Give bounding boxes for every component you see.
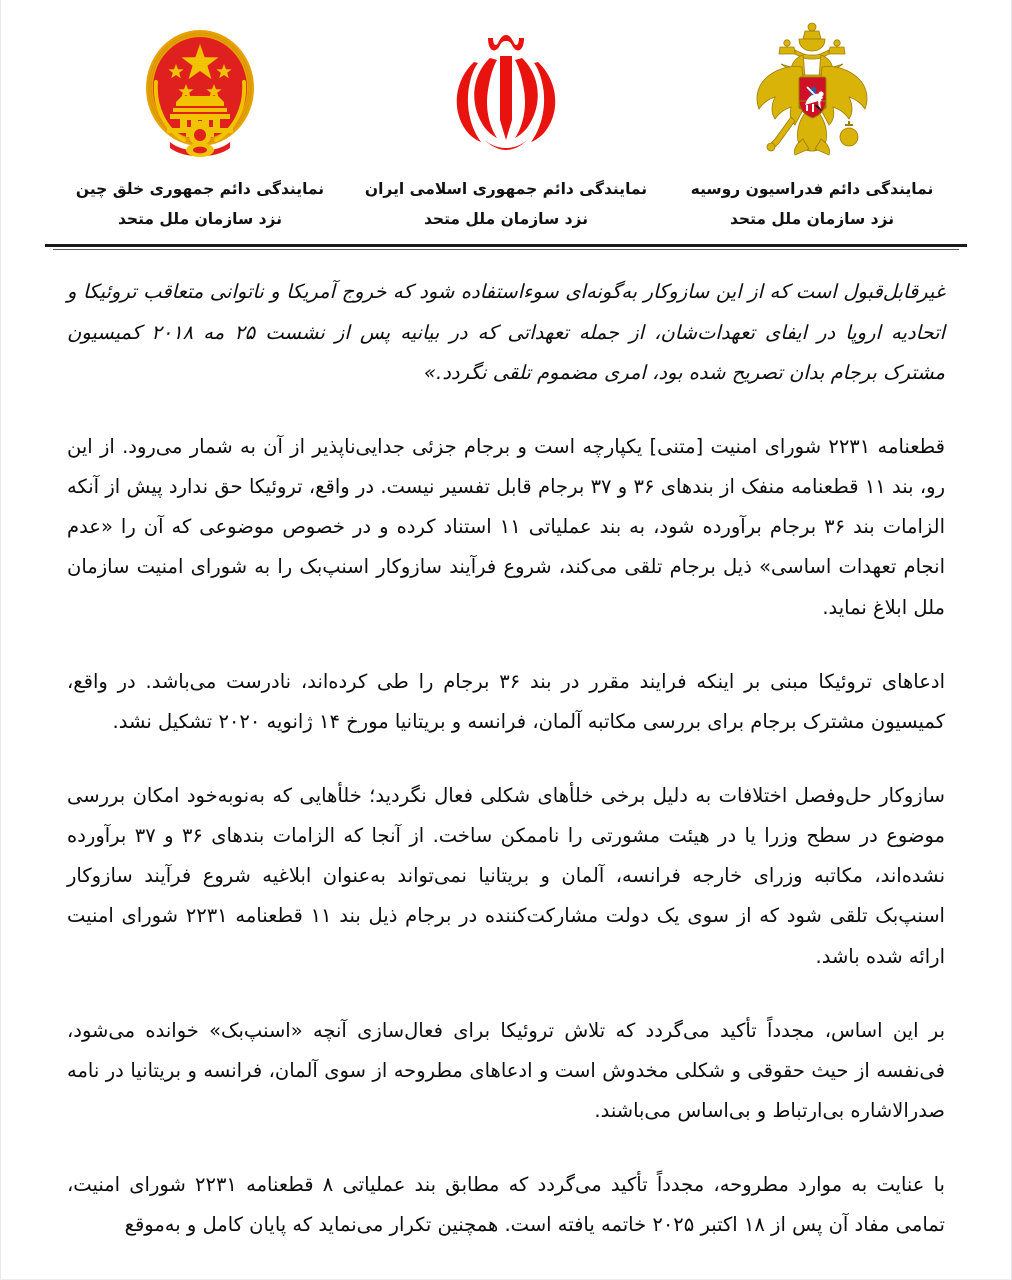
mission-header-russia bbox=[657, 16, 967, 234]
mission-header-iran bbox=[356, 16, 656, 234]
mission-header-china bbox=[45, 16, 355, 234]
mission-header-china-text bbox=[76, 174, 324, 234]
paragraph-quote: غیرقابل‌قبول است که از این سازوکار به‌گونه‌ای سوءاستفاده شود که خروج آمریکا و ناتوانی متعاقب تروئیکا و اتحادیه اروپا در ایفای تعهدات‌شان، از جمله تعهداتی که در بیانیه پس از نشست ۲۵ مه ۲۰۱۸ کمیسیون مشترک برجام بدان تصریح شده بود، امری مضموم تلقی نگردد.» bbox=[67, 280, 945, 384]
mission-header-russia-text bbox=[691, 174, 934, 234]
mission-line-1: نمایندگی دائم جمهوری خلق چین bbox=[75, 180, 325, 198]
mission-header-iran-text bbox=[365, 174, 647, 234]
coat-of-arms-of-russia-icon bbox=[747, 16, 877, 168]
letterhead bbox=[1, 0, 1011, 234]
paragraph-2: قطعنامه ۲۲۳۱ شورای امنیت [متنی] یکپارچه است و برجام جزئی جدایی‌ناپذیر از آن به شمار می‌رود. از این رو، بند ۱۱ قطعنامه منفک از بندهای ۳۶ و ۳۷ برجام قابل تفسیر نیست. در واقع، تروئیکا حق ندارد پیش از آنکه الزامات بند ۳۶ برجام برآورده شود، به بند عملیاتی ۱۱ استناد کرده و در خصوص موضوعی که آن را «عدم انجام تعهدات اساسی» ذیل برجام تلقی می‌کند، شروع فرآیند سازوکار اسنپ‌بک را به شورای امنیت سازمان ملل ابلاغ نماید. bbox=[67, 434, 946, 619]
document-body bbox=[1, 250, 1011, 1245]
paragraph-3: ادعاهای تروئیکا مبنی بر اینکه فرایند مقرر در بند ۳۶ برجام را طی کرده‌اند، نادرست می‌باشد. در واقع، کمیسیون مشترک برجام برای بررسی مکاتبه آلمان، فرانسه و بریتانیا مورخ ۱۴ ژانویه ۲۰۲۰ تشکیل نشد. bbox=[67, 669, 945, 733]
emblem-of-iran-icon bbox=[445, 16, 567, 168]
mission-line-2: نزد سازمان ملل متحد bbox=[117, 210, 283, 229]
paragraph-6: با عنایت به موارد مطروحه، مجدداً تأکید می‌گردد که مطابق بند عملیاتی ۸ قطعنامه ۲۲۳۱ شورای امنیت، تمامی مفاد آن پس از ۱۸ اکتبر ۲۰۲۵ خاتمه یافته است. همچنین تکرار می‌نماید که پایان کامل و به‌موقع bbox=[67, 1173, 945, 1237]
paragraph-5: بر این اساس، مجدداً تأکید می‌گردد که تلاش تروئیکا برای فعال‌سازی آنچه «اسنپ‌بک» خوانده می‌شود، فی‌نفسه از حیث حقوقی و شکلی مخدوش است و ادعاهای مطروحه از سوی آلمان، فرانسه و بریتانیا در نامه صدرالاشاره بی‌ارتباط و بی‌اساس می‌باشند. bbox=[67, 1018, 945, 1123]
mission-line-1: نمایندگی دائم فدراسیون روسیه bbox=[690, 180, 934, 198]
mission-line-2: نزد سازمان ملل متحد bbox=[423, 210, 589, 229]
mission-line-1: نمایندگی دائم جمهوری اسلامی ایران bbox=[364, 180, 648, 198]
paragraph-4: سازوکار حل‌وفصل اختلافات به دلیل برخی خلأهای شکلی فعال نگردید؛ خلأهایی که به‌نوبه‌خود امکان بررسی موضوع در سطح وزرا یا در هیئت مشورتی را ناممکن ساخت. از آنجا که الزامات بندهای ۳۶ و ۳۷ برآورده نشده‌اند، مکاتبه وزرای خارجه فرانسه، آلمان و بریتانیا نمی‌تواند به‌عنوان ابلاغیه شروع فرآیند سازوکار اسنپ‌بک تلقی شود که از سوی یک دولت مشارکت‌کننده در برجام ذیل بند ۱۱ قطعنامه ۲۲۳۱ شورای امنیت ارائه شده باشد. bbox=[67, 784, 945, 968]
mission-line-2: نزد سازمان ملل متحد bbox=[729, 210, 895, 229]
national-emblem-of-china-icon bbox=[140, 16, 260, 168]
